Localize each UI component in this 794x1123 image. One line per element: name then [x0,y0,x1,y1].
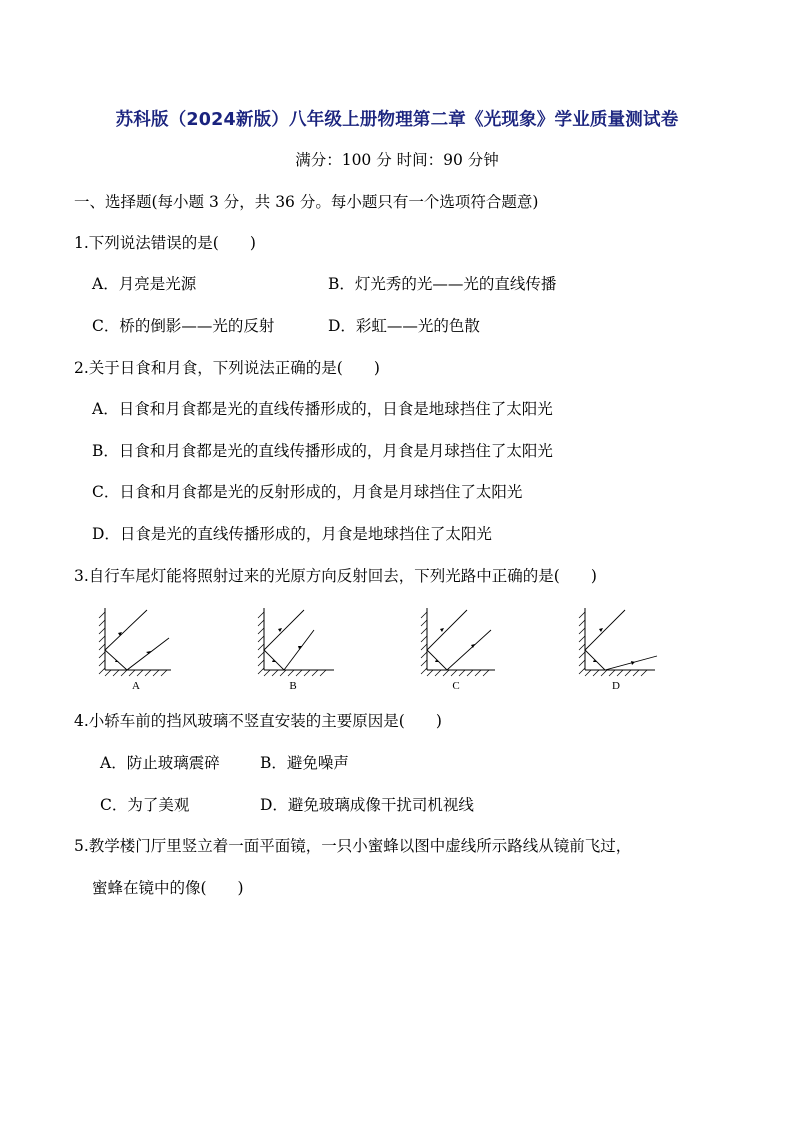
question-1-option-d: D．彩虹——光的色散 [328,317,480,335]
question-5-stem-line-2: 蜜蜂在镜中的像( ) [92,879,244,897]
light-path-diagram-b [258,604,338,680]
light-path-diagram-c [419,604,499,680]
figure-d-label: D [612,680,620,692]
page-title: 苏科版（2024新版）八年级上册物理第二章《光现象》学业质量测试卷 [115,110,679,130]
question-4-stem: 4.小轿车前的挡风玻璃不竖直安装的主要原因是( ) [74,712,442,730]
question-4-option-b: B．避免噪声 [260,754,349,772]
question-4-option-a: A．防止玻璃震碎 [100,754,220,772]
question-1-stem: 1.下列说法错误的是( ) [74,234,256,252]
question-3-stem: 3.自行车尾灯能将照射过来的光原方向反射回去，下列光路中正确的是( ) [74,567,597,585]
question-2-option-b: B．日食和月食都是光的直线传播形成的，月食是月球挡住了太阳光 [92,442,553,460]
light-path-figure-c [419,604,499,696]
light-path-figure-b [258,604,338,696]
question-1-option-b: B．灯光秀的光——光的直线传播 [328,275,557,293]
question-3-figures [95,604,675,696]
figure-a-label: A [132,680,140,692]
light-path-figure-a [95,604,175,696]
section-heading: 一、选择题(每小题 3 分，共 36 分。每小题只有一个选项符合题意) [74,193,539,211]
figure-b-label: B [289,680,297,692]
question-2-stem: 2.关于日食和月食，下列说法正确的是( ) [74,359,380,377]
question-1-option-c: C．桥的倒影——光的反射 [92,317,275,335]
question-2-option-c: C．日食和月食都是光的反射形成的，月食是月球挡住了太阳光 [92,483,523,501]
exam-info: 满分：100 分 时间：90 分钟 [295,151,499,169]
question-4-option-c: C．为了美观 [100,796,190,814]
question-5-stem-line-1: 5.教学楼门厅里竖立着一面平面镜，一只小蜜蜂以图中虚线所示路线从镜前飞过， [74,837,632,855]
figure-c-label: C [452,680,460,692]
light-path-diagram-d [579,604,659,680]
light-path-figure-d [579,604,659,696]
question-4-option-d: D．避免玻璃成像干扰司机视线 [260,796,474,814]
question-2-option-d: D．日食是光的直线传播形成的，月食是地球挡住了太阳光 [92,525,492,543]
question-2-option-a: A．日食和月食都是光的直线传播形成的，日食是地球挡住了太阳光 [92,400,553,418]
light-path-diagram-a [95,604,175,680]
question-1-option-a: A．月亮是光源 [92,275,197,293]
